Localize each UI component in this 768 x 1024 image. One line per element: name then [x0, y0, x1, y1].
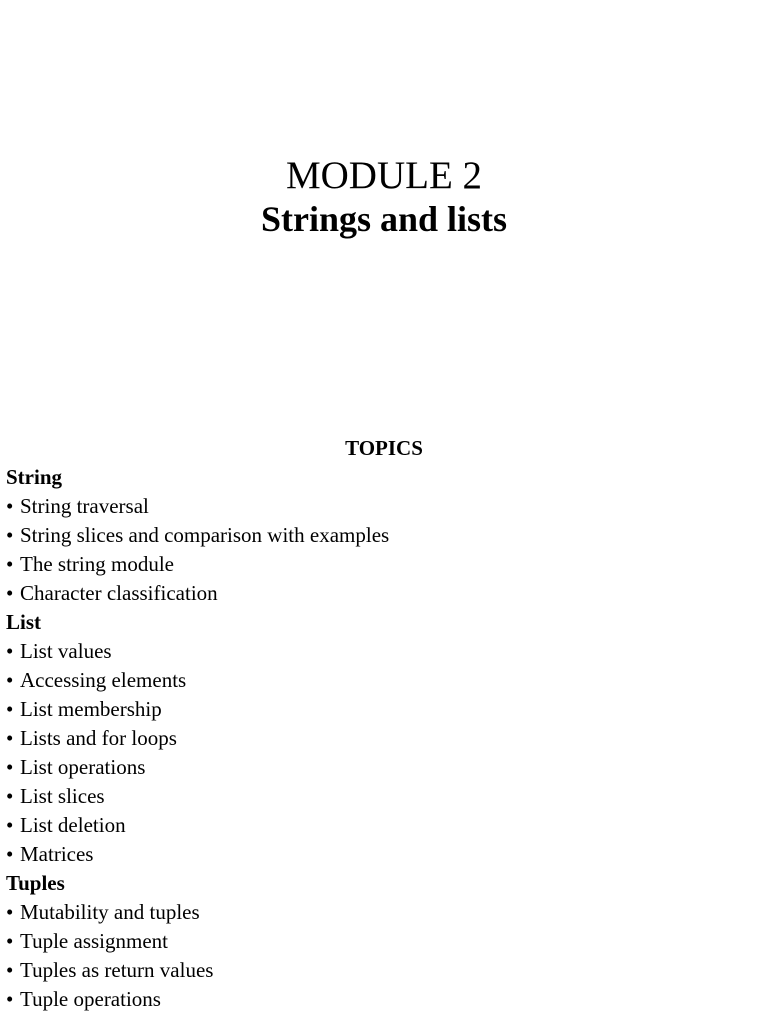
- topic-item: [6, 724, 706, 753]
- bullet-icon: •: [6, 726, 14, 750]
- topic-item-label: The string module: [20, 552, 174, 576]
- bullet-icon: •: [6, 987, 14, 1011]
- topic-item-label: String slices and comparison with examples: [20, 523, 390, 547]
- topic-item: [6, 927, 706, 956]
- topics-list: [6, 463, 706, 1014]
- bullet-icon: •: [6, 494, 14, 518]
- topic-item-label: Tuple assignment: [20, 929, 168, 953]
- topic-item: [6, 550, 706, 579]
- bullet-icon: •: [6, 639, 14, 663]
- section-heading-tuples: Tuples: [6, 871, 65, 895]
- topic-item-label: Tuple operations: [20, 987, 161, 1011]
- topic-item: [6, 579, 706, 608]
- topics-heading: TOPICS: [345, 436, 423, 460]
- topic-item-label: Character classification: [20, 581, 218, 605]
- topic-item-label: List membership: [20, 697, 162, 721]
- module-number: MODULE 2: [285, 154, 483, 197]
- bullet-icon: •: [6, 958, 14, 982]
- section-heading-list: List: [6, 610, 42, 634]
- topic-item: [6, 492, 706, 521]
- bullet-icon: •: [6, 900, 14, 924]
- topic-item: [6, 956, 706, 985]
- topic-item-label: List slices: [20, 784, 105, 808]
- topic-item-label: List deletion: [20, 813, 126, 837]
- topic-item-label: List values: [20, 639, 112, 663]
- bullet-icon: •: [6, 784, 14, 808]
- topic-item: [6, 753, 706, 782]
- bullet-icon: •: [6, 813, 14, 837]
- topic-item-label: Mutability and tuples: [20, 900, 200, 924]
- topic-item-label: Matrices: [20, 842, 94, 866]
- topic-item: [6, 782, 706, 811]
- bullet-icon: •: [6, 755, 14, 779]
- section-heading-string: String: [6, 465, 63, 489]
- module-title: Strings and lists: [260, 199, 508, 239]
- topic-item: [6, 666, 706, 695]
- topic-item: [6, 898, 706, 927]
- topic-item-label: Lists and for loops: [20, 726, 177, 750]
- bullet-icon: •: [6, 552, 14, 576]
- topic-item: [6, 985, 706, 1014]
- topic-item: [6, 811, 706, 840]
- bullet-icon: •: [6, 581, 14, 605]
- topic-item: [6, 637, 706, 666]
- topic-item-label: List operations: [20, 755, 146, 779]
- topic-item: [6, 840, 706, 869]
- bullet-icon: •: [6, 668, 14, 692]
- bullet-icon: •: [6, 842, 14, 866]
- topic-item-label: Accessing elements: [20, 668, 187, 692]
- topic-item: [6, 695, 706, 724]
- bullet-icon: •: [6, 697, 14, 721]
- bullet-icon: •: [6, 929, 14, 953]
- topic-item-label: String traversal: [20, 494, 149, 518]
- topic-item: [6, 521, 706, 550]
- topic-item-label: Tuples as return values: [20, 958, 214, 982]
- bullet-icon: •: [6, 523, 14, 547]
